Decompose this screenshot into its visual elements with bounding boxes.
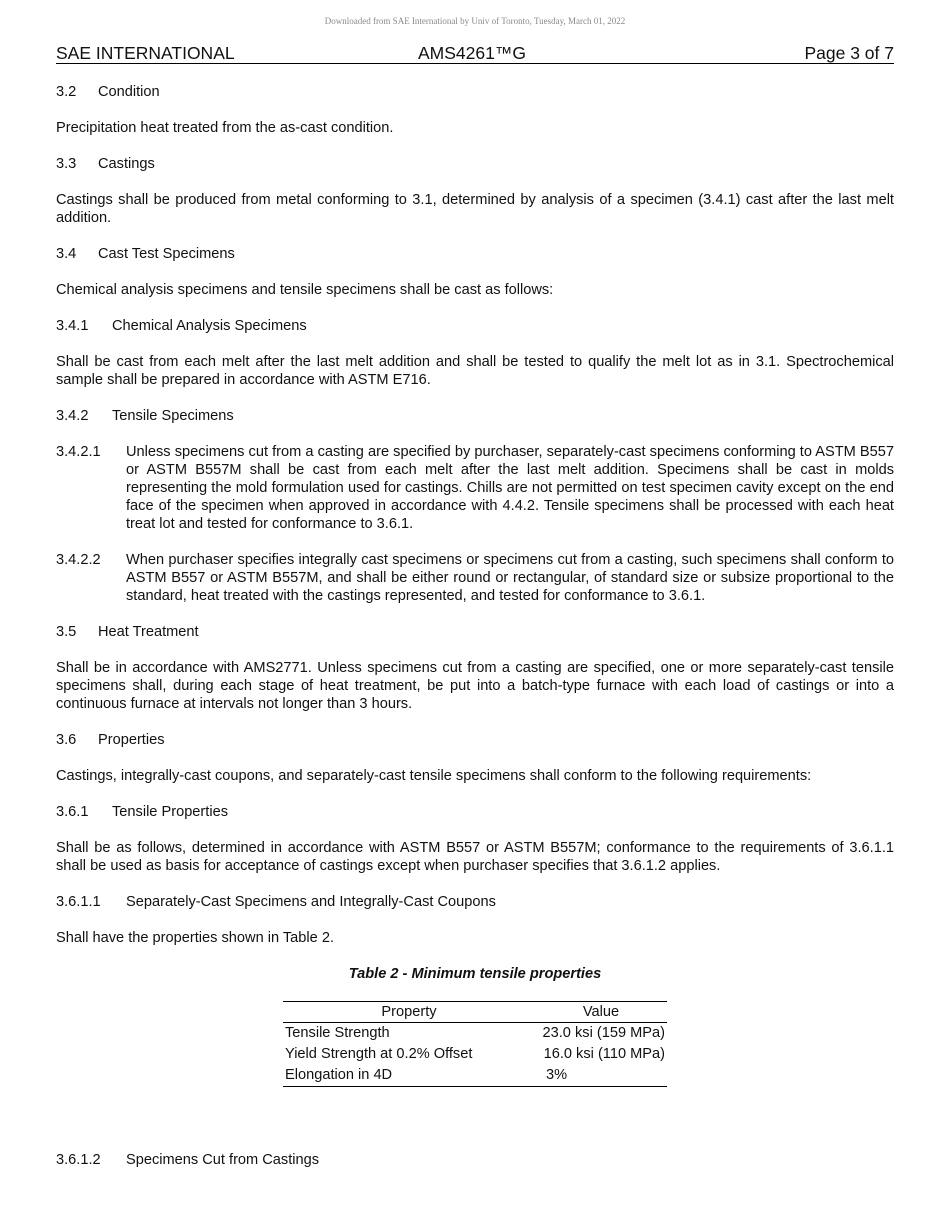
section-title: Heat Treatment xyxy=(98,624,199,640)
section-title: Tensile Properties xyxy=(112,804,228,820)
column-header-value: Value xyxy=(535,1002,667,1023)
table-cell-value: 23.0 ksi (159 MPa) xyxy=(542,1025,665,1041)
section-number: 3.3 xyxy=(56,156,77,172)
section-title: Condition xyxy=(98,84,160,100)
tensile-properties-table xyxy=(283,1001,667,1087)
section-text-3-2: Precipitation heat treated from the as-cast condition. xyxy=(56,120,394,136)
section-heading-3-4-1 xyxy=(56,317,894,335)
header-page-number: Page 3 of 7 xyxy=(804,43,894,63)
section-text-3-6: Castings, integrally-cast coupons, and separately-cast tensile specimens shall conform to the following requirements: xyxy=(56,768,812,784)
header-document-id: AMS4261™G xyxy=(418,43,526,63)
section-number: 3.4.2.2 xyxy=(56,552,101,568)
section-text-3-4-1: Shall be cast from each melt after the last melt addition and shall be tested to qualify the melt lot as in 3.1. Spectrochemical sample shall be prepared in accordance with ASTM E716. xyxy=(56,354,894,388)
section-number: 3.2 xyxy=(56,84,77,100)
section-text-3-4: Chemical analysis specimens and tensile specimens shall be cast as follows: xyxy=(56,282,554,298)
section-heading-3-4-2 xyxy=(56,407,894,425)
section-title: Tensile Specimens xyxy=(112,408,234,424)
section-number: 3.4.2.1 xyxy=(56,444,101,460)
table-header-row xyxy=(283,1002,667,1023)
table-cell-property: Tensile Strength xyxy=(285,1025,390,1041)
section-text-3-5: Shall be in accordance with AMS2771. Unless specimens cut from a casting are specified, one or more separately-cast tensile specimens shall, during each stage of heat treatment, be put into a batch-type furnace with each load of castings or into a continuous furnace at intervals not longer than 3 hours. xyxy=(56,660,894,712)
section-number: 3.6 xyxy=(56,732,77,748)
section-title: Chemical Analysis Specimens xyxy=(112,318,307,334)
table-row xyxy=(283,1065,667,1087)
section-title: Cast Test Specimens xyxy=(98,246,235,262)
section-text-3-6-1-1: Shall have the properties shown in Table 2. xyxy=(56,930,335,946)
section-number: 3.6.1 xyxy=(56,804,89,820)
section-heading-3-3 xyxy=(56,155,894,173)
section-heading-3-5 xyxy=(56,623,894,641)
download-watermark: Downloaded from SAE International by Univ of Toronto, Tuesday, March 01, 2022 xyxy=(324,16,626,26)
section-number: 3.6.1.2 xyxy=(56,1152,101,1168)
page-header xyxy=(56,43,894,64)
section-title: Specimens Cut from Castings xyxy=(126,1152,320,1168)
section-text-3-3: Castings shall be produced from metal conforming to 3.1, determined by analysis of a specimen (3.4.1) cast after the last melt addition. xyxy=(56,192,894,226)
section-title: Separately-Cast Specimens and Integrally-Cast Coupons xyxy=(126,894,496,910)
section-heading-3-4 xyxy=(56,245,894,263)
section-number: 3.4.1 xyxy=(56,318,89,334)
section-heading-3-6-1 xyxy=(56,803,894,821)
table-title: Table 2 - Minimum tensile properties xyxy=(348,966,602,982)
section-3-4-2-2 xyxy=(56,551,894,605)
section-title: Castings xyxy=(98,156,155,172)
section-heading-3-6-1-1 xyxy=(56,893,894,911)
column-header-property: Property xyxy=(283,1002,535,1023)
table-row xyxy=(283,1044,667,1065)
section-number: 3.4 xyxy=(56,246,77,262)
table-cell-property: Yield Strength at 0.2% Offset xyxy=(285,1046,473,1062)
table-cell-value: 3% xyxy=(535,1065,667,1087)
section-heading-3-6 xyxy=(56,731,894,749)
section-3-4-2-1 xyxy=(56,443,894,533)
header-organization: SAE INTERNATIONAL xyxy=(56,43,235,63)
table-row xyxy=(283,1023,667,1045)
section-heading-3-6-1-2 xyxy=(56,1151,319,1169)
section-number: 3.5 xyxy=(56,624,77,640)
section-text-3-6-1: Shall be as follows, determined in accordance with ASTM B557 or ASTM B557M; conformance to the requirements of 3.6.1.1 shall be used as basis for acceptance of castings except when purchaser specifies that 3.6.1.2 applies. xyxy=(56,840,894,874)
section-number: 3.4.2 xyxy=(56,408,89,424)
section-text: Unless specimens cut from a casting are specified by purchaser, separately-cast specimens conforming to ASTM B557 or ASTM B557M shall be cast from each melt after the last melt addition. Specimens shall be cast in molds representing the mold formulation used for castings. Chills are not permitted on test specimen cavity except on the end face of the specimen when approved in accordance with 4.4.2. Tensile specimens shall be processed with each heat treat lot and tested for conformance to 3.6.1. xyxy=(126,444,894,532)
table-cell-property: Elongation in 4D xyxy=(283,1065,535,1087)
section-text: When purchaser specifies integrally cast specimens or specimens cut from a casting, such specimens shall conform to ASTM B557 or ASTM B557M, and shall be either round or rectangular, of standard size or subsize proportional to the standard, heat treated with the castings represented, and tested for conformance to 3.6.1. xyxy=(126,552,894,604)
table-cell-value: 16.0 ksi (110 MPa) xyxy=(543,1046,665,1062)
section-number: 3.6.1.1 xyxy=(56,894,101,910)
section-heading-3-2 xyxy=(56,83,894,101)
document-body xyxy=(56,83,894,1087)
section-title: Properties xyxy=(98,732,165,748)
